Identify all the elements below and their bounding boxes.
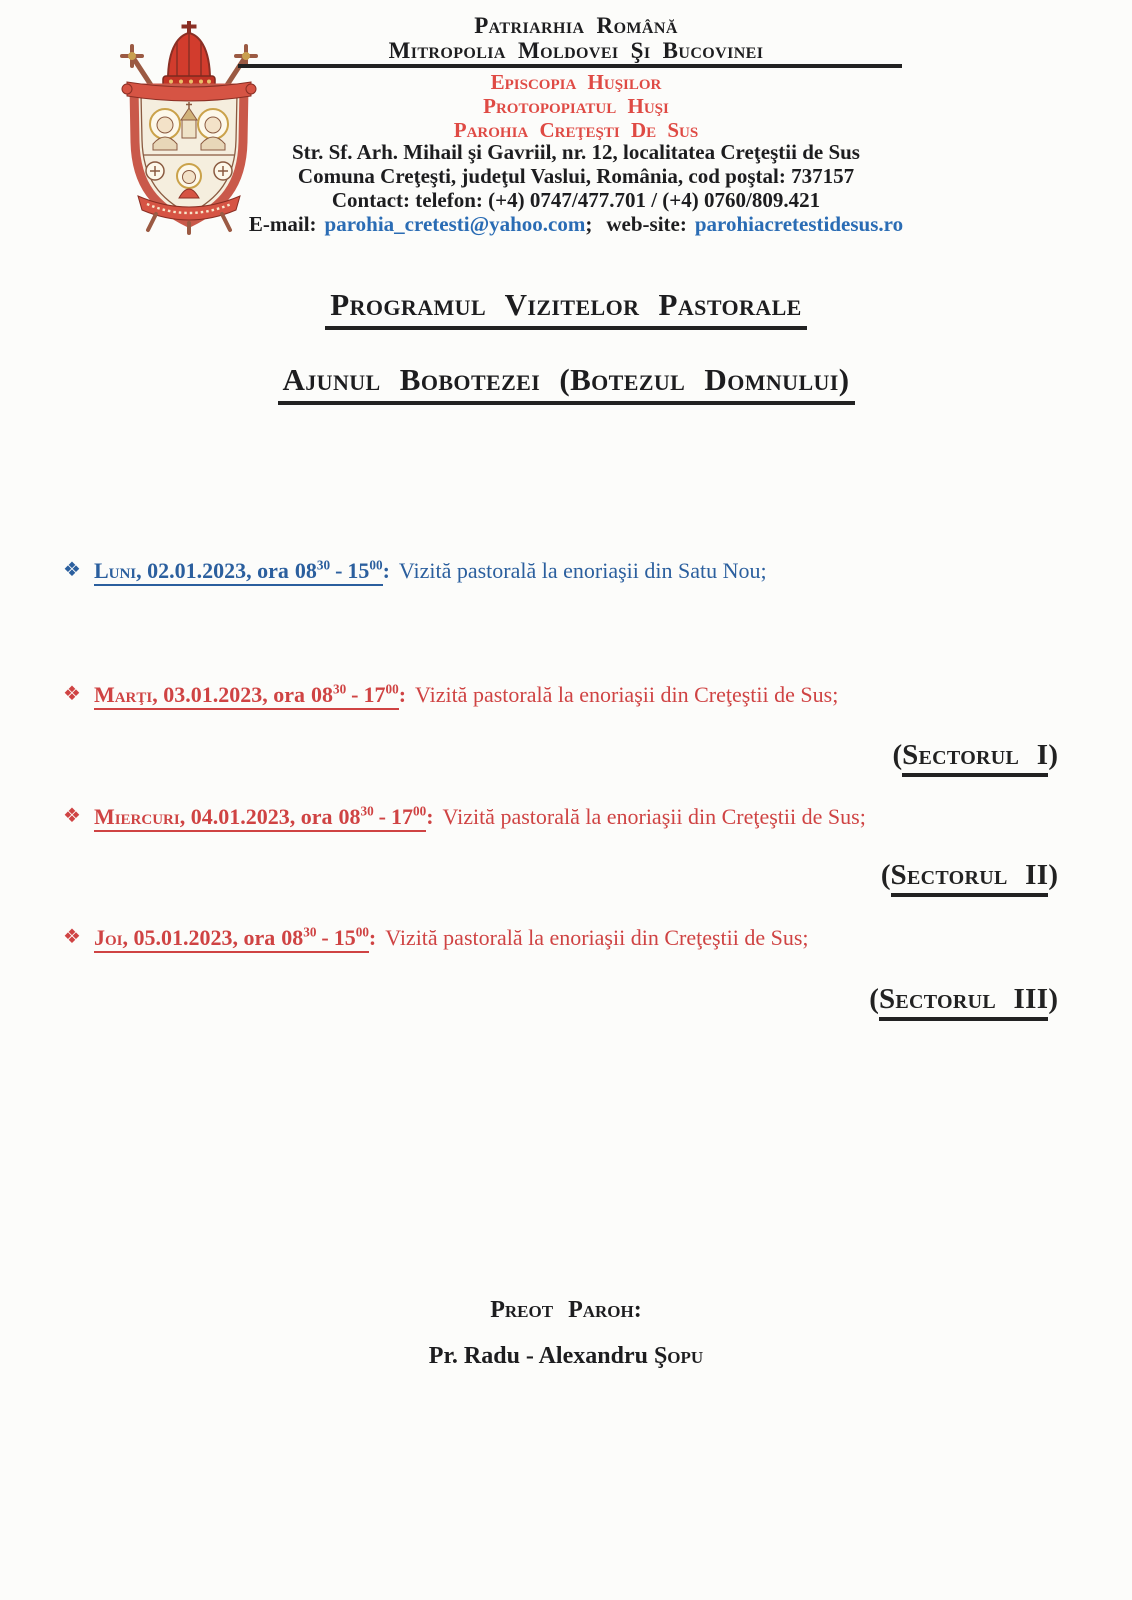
schedule-item-luni: ❖ Luni, 02.01.2023, ora $08^{30} - 15^{00}$: Vizită pastorală la enoriaşii din Satu Nou; <box>63 558 767 584</box>
visit-datetime: Luni, 02.01.2023, ora $08^{30} - 15^{00}$ <box>94 558 383 586</box>
sector-label-2: (Sectorul II) <box>881 859 1058 892</box>
website-address[interactable]: parohiacretestidesus.ro <box>694 212 904 236</box>
visit-datetime: Miercuri, 04.01.2023, ora $08^{30} - 17^{00}$ <box>94 804 426 832</box>
visit-description: Vizită pastorală la enoriaşii din Creţeştii de Sus; <box>385 925 809 950</box>
patriarchy-title: Patriarhia Română <box>474 13 678 38</box>
visit-description: Vizită pastorală la enoriaşii din Creţeştii de Sus; <box>442 804 866 829</box>
website-label: web-site: <box>606 212 687 236</box>
header-divider <box>238 64 902 68</box>
parish-title: Parohia Creţeşti De Sus <box>453 118 699 142</box>
email-website-line <box>120 212 1032 237</box>
diamond-bullet-icon: ❖ <box>63 559 81 581</box>
visit-datetime: Marţi, 03.01.2023, ora $08^{30} - 17^{00}$ <box>94 682 399 710</box>
schedule-item-marti: ❖ Marţi, 03.01.2023, ora $08^{30} - 17^{00}$: Vizită pastorală la enoriaşii din Creţeştii de Sus; <box>63 682 838 708</box>
visit-description: Vizită pastorală la enoriaşii din Satu Nou; <box>398 558 767 583</box>
metropolis-title: Mitropolia Moldovei Şi Bucovinei <box>388 38 764 63</box>
diamond-bullet-icon: ❖ <box>63 683 81 705</box>
address-line-2: Comuna Creţeşti, judeţul Vaslui, România, cod poştal: 737157 <box>297 164 855 188</box>
sector-label-1: (Sectorul I) <box>892 739 1058 772</box>
visit-description: Vizită pastorală la enoriaşii din Creţeştii de Sus; <box>415 682 839 707</box>
schedule-item-joi: ❖ Joi, 05.01.2023, ora $08^{30} - 15^{00}$: Vizită pastorală la enoriaşii din Creţeştii de Sus; <box>63 925 809 951</box>
address-line-1: Str. Sf. Arh. Mihail şi Gavriil, nr. 12, localitatea Creţeştii de Sus <box>292 140 860 164</box>
priest-role-label: Preot Paroh: <box>490 1297 642 1323</box>
document-title: Programul Vizitelor Pastorale <box>0 287 1132 330</box>
email-label: E-mail: <box>248 212 317 236</box>
email-address[interactable]: parohia_cretesti@yahoo.com <box>324 212 586 236</box>
contact-line: Contact: telefon: (+4) 0747/477.701 / (+4) 0760/809.421 <box>331 188 821 212</box>
schedule-item-miercuri: ❖ Miercuri, 04.01.2023, ora $08^{30} - 17^{00}$: Vizită pastorală la enoriaşii din Creţeştii de Sus; <box>63 804 866 830</box>
separator: ; <box>585 212 593 236</box>
diamond-bullet-icon: ❖ <box>63 926 81 948</box>
diamond-bullet-icon: ❖ <box>63 805 81 827</box>
priest-name: Pr. Radu - Alexandru Şopu <box>428 1343 704 1369</box>
priest-surname: Şopu <box>653 1343 704 1369</box>
sector-label-3: (Sectorul III) <box>869 983 1058 1016</box>
deanery-title: Protopopiatul Huşi <box>483 94 669 118</box>
diocese-title: Episcopia Huşilor <box>490 70 662 94</box>
visit-datetime: Joi, 05.01.2023, ora $08^{30} - 15^{00}$ <box>94 925 369 953</box>
document-subtitle: Ajunul Bobotezei (Botezul Domnului) <box>0 362 1132 405</box>
